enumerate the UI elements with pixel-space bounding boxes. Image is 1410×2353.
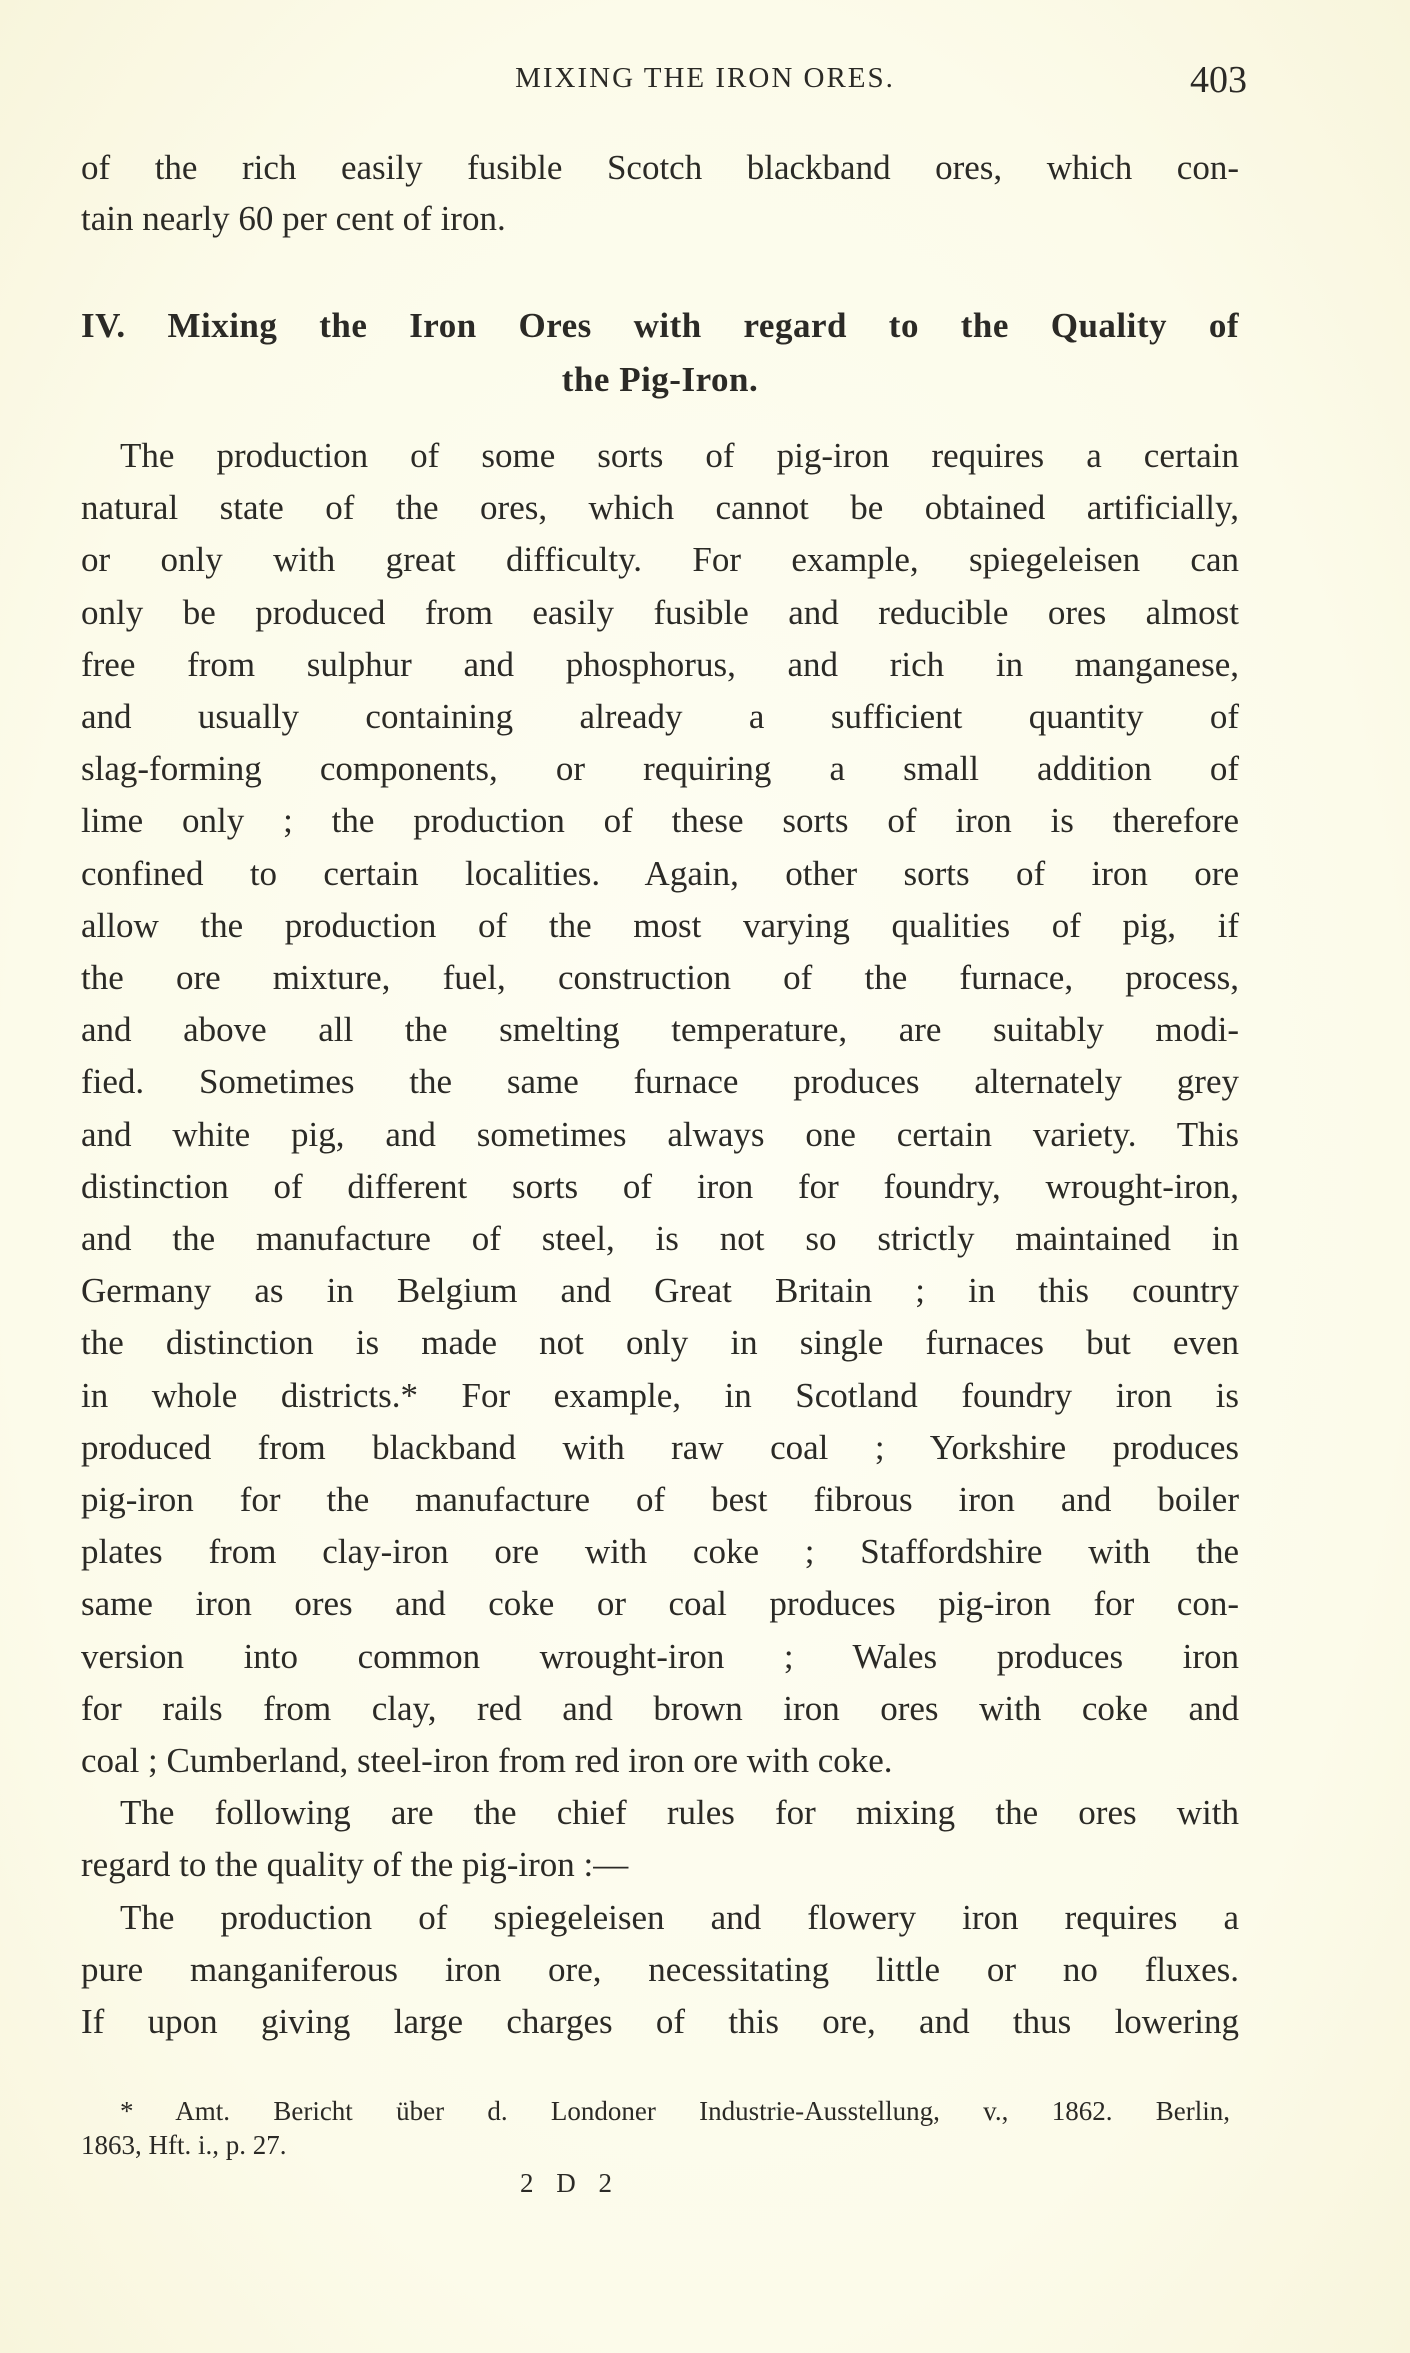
text-line: slag-forming components, or requiring a small addition of [81,749,1239,789]
text-line: free from sulphur and phosphorus, and rich in manganese, [81,644,1239,684]
text-line: and the manufacture of steel, is not so strictly maintained in [81,1219,1239,1258]
footnote-line: * Amt. Bericht über d. Londoner Industrie-Ausstellung, v., 1862. Berlin, [120,2096,1230,2126]
text-line: or only with great difficulty. For example, spiegeleisen can [81,540,1239,580]
text-line: and above all the smelting temperature, are suitably modi- [81,1010,1239,1050]
text-line: The following are the chief rules for mixing the ores with [120,1793,1239,1833]
text-line: pig-iron for the manufacture of best fibrous iron and boiler [81,1480,1239,1519]
text-line: coal ; Cumberland, steel-iron from red iron ore with coke. [81,1741,893,1780]
section-heading-line: IV. Mixing the Iron Ores with regard to the Quality of [81,306,1239,345]
text-line: allow the production of the most varying qualities of pig, if [81,905,1239,945]
text-line: in whole districts.* For example, in Scotland foundry iron is [81,1375,1239,1415]
footnote-line: 1863, Hft. i., p. 27. [81,2130,287,2160]
running-title: MIXING THE IRON ORES. [515,62,895,94]
text-line: same iron ores and coke or coal produces pig-iron for con- [81,1584,1239,1624]
section-heading-line: the Pig-Iron. [561,360,759,399]
text-line: and white pig, and sometimes always one certain variety. This [81,1114,1239,1154]
text-line: distinction of different sorts of iron for foundry, wrought-iron, [81,1166,1239,1206]
text-line: and usually containing already a sufficient quantity of [81,697,1239,736]
text-line: plates from clay-iron ore with coke ; Staffordshire with the [81,1532,1239,1572]
text-line: The production of spiegeleisen and flowery iron requires a [120,1897,1239,1937]
text-line: regard to the quality of the pig-iron :— [81,1845,629,1885]
text-line: version into common wrought-iron ; Wales produces iron [81,1636,1239,1676]
signature-mark: 2 D 2 [520,2168,620,2198]
text-line: pure manganiferous iron ore, necessitating little or no fluxes. [81,1949,1239,1989]
text-line: for rails from clay, red and brown iron ores with coke and [81,1688,1239,1728]
text-line: produced from blackband with raw coal ; Yorkshire produces [81,1427,1239,1467]
text-line: lime only ; the production of these sorts of iron is therefore [81,801,1239,841]
text-line: fied. Sometimes the same furnace produces alternately grey [81,1062,1239,1102]
text-line: natural state of the ores, which cannot be obtained artificially, [81,488,1239,528]
text-line: of the rich easily fusible Scotch blackband ores, which con- [81,148,1239,187]
text-line: The production of some sorts of pig-iron requires a certain [120,436,1239,475]
text-line: the distinction is made not only in single furnaces but even [81,1323,1239,1363]
text-line: the ore mixture, fuel, construction of the furnace, process, [81,958,1239,997]
text-line: only be produced from easily fusible and reducible ores almost [81,592,1239,632]
page-number: 403 [1190,59,1247,101]
text-line: Germany as in Belgium and Great Britain ; in this country [81,1271,1239,1311]
text-line: tain nearly 60 per cent of iron. [81,199,506,238]
text-line: confined to certain localities. Again, other sorts of iron ore [81,853,1239,893]
text-line: If upon giving large charges of this ore, and thus lowering [81,2002,1239,2041]
